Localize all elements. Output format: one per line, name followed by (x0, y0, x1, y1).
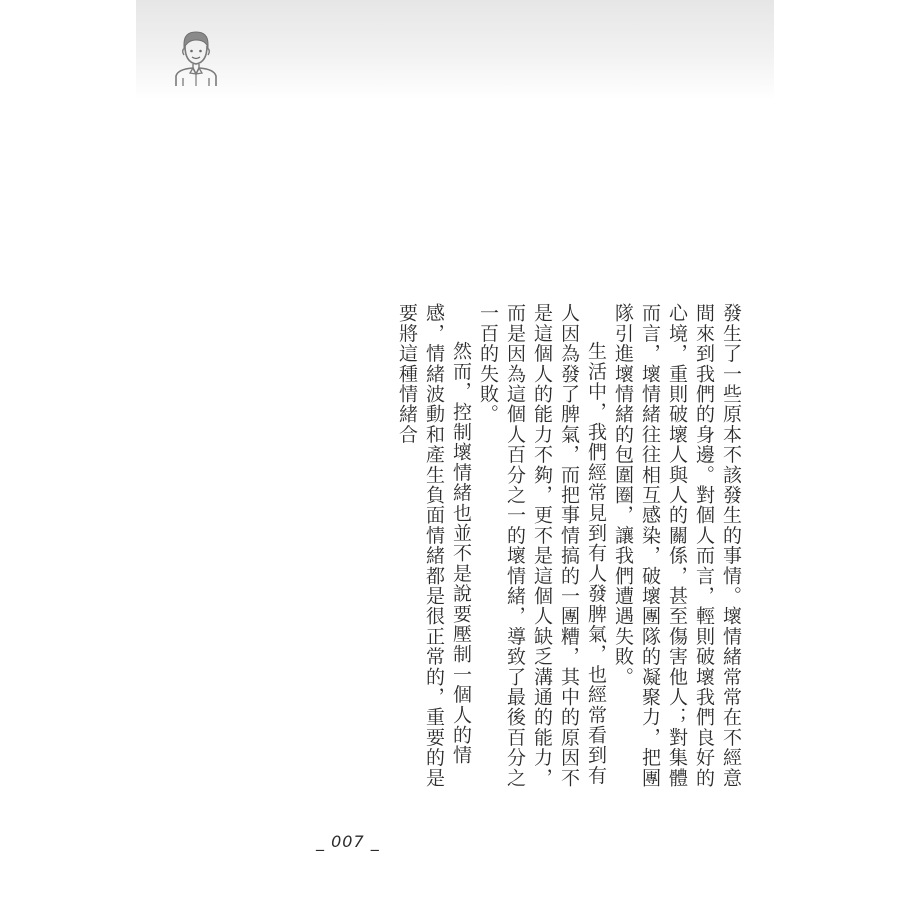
paragraph: 然而，控制壞情緒也並不是說要壓制一個人的情感，情緒波動和產生負面情緒都是很正常的，重要的是要將這種情緒合 (396, 303, 472, 788)
paragraph: 生活中，我們經常見到有人發脾氣，也經常看到有人因為發了脾氣，而把事情搞的一團糟，其中的原因不是這個人的能力不夠，更不是這個人缺乏溝通的能力，而是因為這個人百分之一的壞情緒，導致了最後百分之一百的失敗。 (477, 303, 607, 788)
header-band (136, 0, 774, 100)
page-number: _ 007 _ (316, 832, 380, 851)
paragraph: 發生了一些原本不該發生的事情。壞情緒常常在不經意間來到我們的身邊。對個人而言，輕則破壞我們良好的心境，重則破壞人與人的關係，甚至傷害他人；對集體而言，壞情緒往往相互感染，破壞團隊的凝聚力，把團隊引進壞情緒的包圍圈，讓我們遭遇失敗。 (612, 303, 742, 788)
man-avatar-icon (172, 28, 220, 86)
vertical-body-text (224, 303, 744, 798)
book-page (136, 0, 774, 908)
